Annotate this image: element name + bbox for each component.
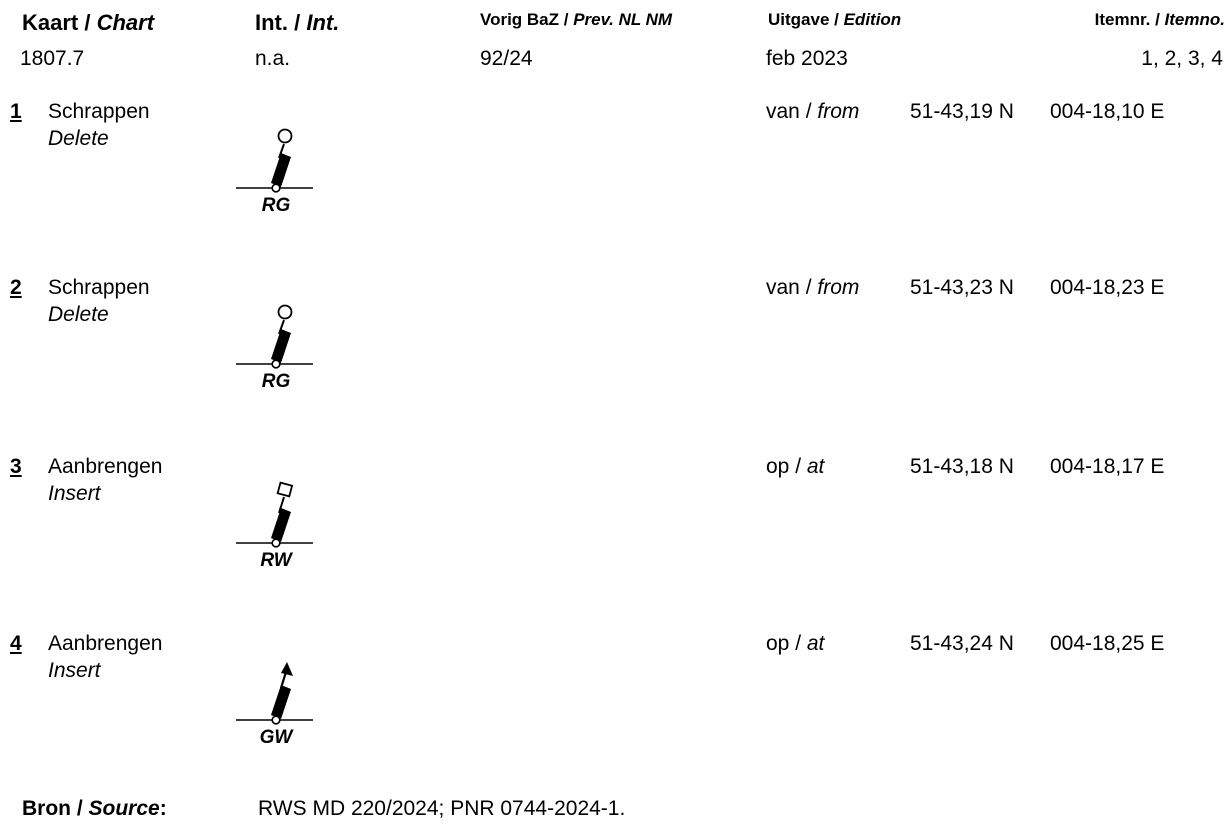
source-label-en: Source — [88, 797, 160, 820]
source-label-nl: Bron — [22, 797, 71, 820]
itemno-header-sep: / — [1150, 10, 1165, 29]
item-prep — [766, 632, 824, 656]
buoy-label: RG — [261, 371, 291, 392]
item-prep-en: at — [806, 455, 825, 478]
int-header-en: Int. — [306, 10, 340, 35]
item-prep-en: from — [817, 100, 860, 123]
item-prep-sep: / — [789, 632, 807, 655]
buoy-symbol-icon — [236, 477, 316, 587]
item-action-nl: Schrappen — [48, 276, 150, 299]
buoy-label: RW — [260, 550, 292, 571]
item-action-en: Insert — [48, 659, 101, 682]
item-lat: 51-43,23 N — [910, 276, 1014, 299]
buoy-symbol-icon — [236, 654, 316, 764]
chart-header-nl: Kaart — [22, 10, 79, 35]
itemno-header — [1095, 10, 1225, 30]
item-number: 1 — [10, 100, 22, 123]
item-lon: 004-18,17 E — [1050, 455, 1165, 478]
prev-header-nl: Vorig BaZ — [480, 10, 560, 29]
itemno-header-en: Itemno. — [1164, 10, 1225, 29]
item-number: 2 — [10, 276, 22, 299]
item-action-en: Delete — [48, 303, 109, 326]
source-value: RWS MD 220/2024; PNR 0744-2024-1. — [258, 797, 626, 820]
item-prep-en: at — [806, 632, 825, 655]
edition-header-sep: / — [829, 10, 844, 29]
chart-header-sep: / — [78, 10, 97, 35]
source-label-sep: / — [71, 797, 89, 820]
item-lon: 004-18,25 E — [1050, 632, 1165, 655]
item-lat: 51-43,24 N — [910, 632, 1014, 655]
item-action-nl: Schrappen — [48, 100, 150, 123]
item-action-nl: Aanbrengen — [48, 455, 163, 478]
item-prep-nl: op — [766, 455, 790, 478]
item-action-en: Insert — [48, 482, 101, 505]
prev-header — [480, 10, 672, 30]
buoy-symbol-icon — [236, 122, 316, 232]
edition-header-en: Edition — [843, 10, 902, 29]
source-label-colon: : — [159, 797, 167, 820]
item-lon: 004-18,10 E — [1050, 100, 1165, 123]
chart-header-en: Chart — [96, 10, 155, 35]
edition-header — [768, 10, 901, 30]
edition-value: feb 2023 — [766, 47, 848, 70]
item-prep-nl: van — [766, 276, 800, 299]
buoy-label: GW — [259, 727, 293, 748]
item-prep-nl: op — [766, 632, 790, 655]
prev-value: 92/24 — [480, 47, 533, 70]
item-number: 4 — [10, 632, 22, 655]
item-prep-sep: / — [789, 455, 807, 478]
int-header — [255, 10, 339, 36]
item-prep-sep: / — [799, 276, 818, 299]
int-value: n.a. — [255, 47, 291, 70]
prev-header-sep: / — [559, 10, 574, 29]
source-label — [22, 797, 167, 821]
prev-header-en: Prev. NL NM — [573, 10, 673, 29]
edition-header-nl: Uitgave — [768, 10, 830, 29]
int-header-sep: / — [288, 10, 307, 35]
item-lat: 51-43,18 N — [910, 455, 1014, 478]
item-prep-nl: van — [766, 100, 800, 123]
item-prep — [766, 100, 859, 124]
item-prep-sep: / — [799, 100, 818, 123]
itemno-value: 1, 2, 3, 4 — [1141, 47, 1223, 70]
buoy-label: RG — [261, 195, 291, 216]
item-lon: 004-18,23 E — [1050, 276, 1165, 299]
item-action-en: Delete — [48, 127, 109, 150]
item-number: 3 — [10, 455, 22, 478]
itemno-header-nl: Itemnr. — [1094, 10, 1151, 29]
chart-header — [22, 10, 154, 36]
item-prep-en: from — [817, 276, 860, 299]
buoy-symbol-icon — [236, 298, 316, 408]
chart-number: 1807.7 — [20, 47, 85, 70]
item-prep — [766, 276, 859, 300]
item-lat: 51-43,19 N — [910, 100, 1014, 123]
item-action-nl: Aanbrengen — [48, 632, 163, 655]
int-header-nl: Int. — [255, 10, 288, 35]
item-prep — [766, 455, 824, 479]
